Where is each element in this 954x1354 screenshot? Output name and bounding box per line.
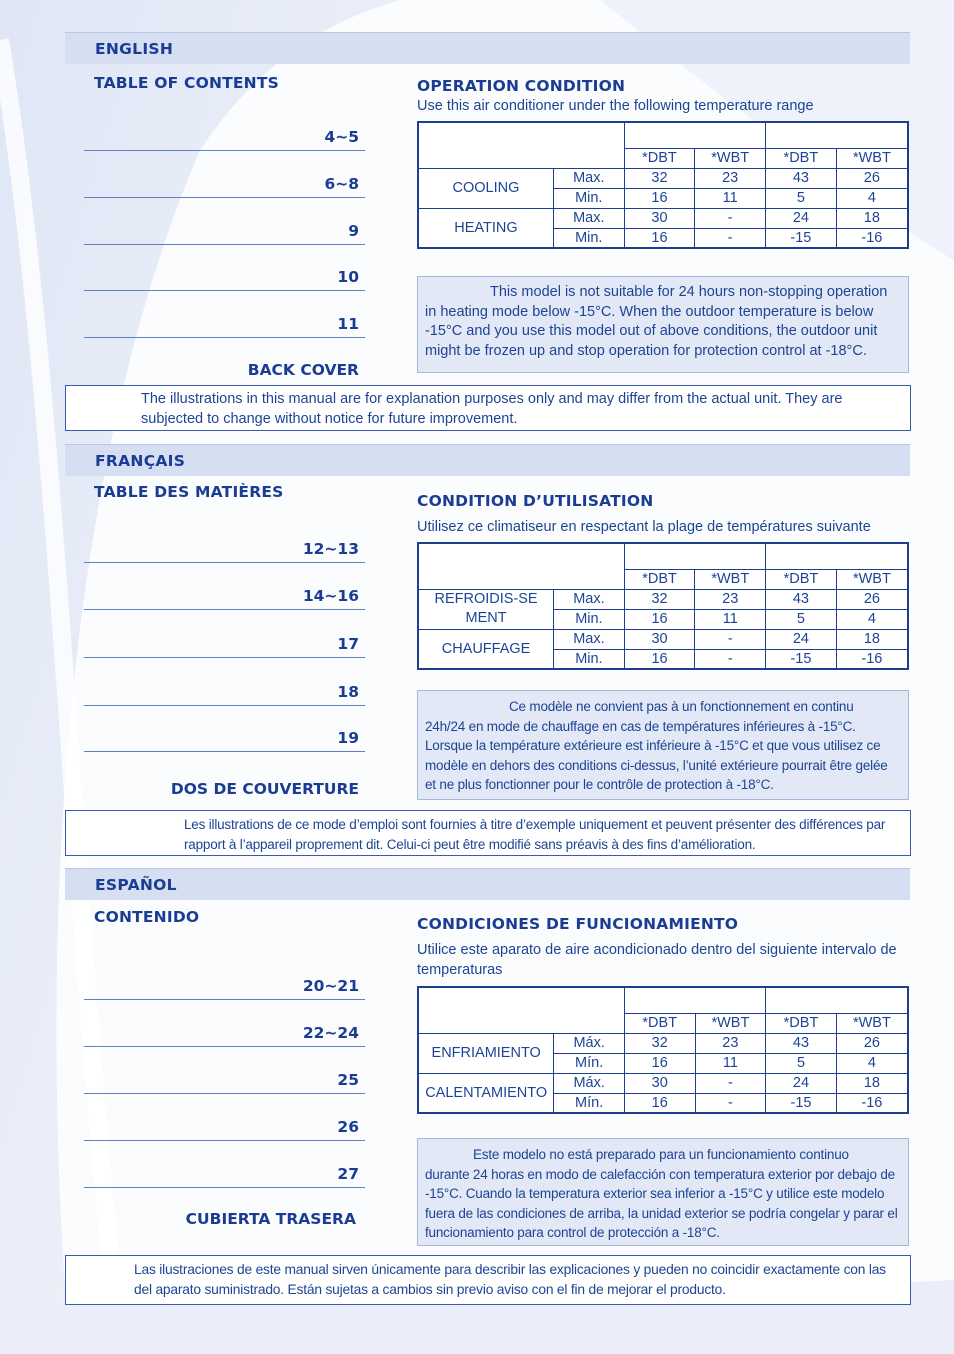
table-cell: 18 (836, 629, 908, 649)
toc-entry[interactable]: 22~24 (84, 1023, 365, 1047)
illustration-note (65, 385, 911, 431)
table-cell: 30 (624, 1073, 695, 1093)
note-first-line: Ce modèle ne convient pas à un fonctionnement en continu (509, 699, 854, 714)
toc-back-cover[interactable]: DOS DE COUVERTURE (170, 780, 359, 798)
table-cell: 32 (624, 589, 695, 609)
table-cell: -16 (836, 228, 908, 248)
table-cell: -16 (836, 649, 908, 669)
illustration-note-text: Las ilustraciones de este manual sirven únicamente para describir las explicaciones y pueden no coincidir exactamente con las del aparato suministrado. Están sujetas a cambios sin previo aviso con el fin de mejorar el producto. (134, 1262, 886, 1297)
language-header (65, 868, 910, 900)
mode-label: HEATING (418, 208, 553, 248)
caution-note (417, 690, 909, 800)
table-cell: 4 (836, 188, 908, 208)
toc-entry[interactable]: 20~21 (84, 976, 365, 1000)
table-cell: 26 (836, 1033, 908, 1053)
temperature-table (417, 986, 909, 1114)
toc-title: CONTENIDO (94, 908, 200, 926)
col-header: *WBT (836, 1013, 908, 1033)
note-first-line: Este modelo no está preparado para un funcionamiento continuo (473, 1147, 849, 1162)
row-label: Min. (554, 609, 625, 629)
row-label: Máx. (554, 1033, 625, 1053)
table-cell: 11 (695, 1053, 766, 1073)
condition-subtitle: Utilisez ce climatiseur en respectant la plage de températures suivante (417, 519, 871, 535)
table-cell: -15 (766, 228, 837, 248)
col-header: *DBT (624, 148, 695, 168)
table-cell: 32 (624, 1033, 695, 1053)
toc-back-cover[interactable]: CUBIERTA TRASERA (185, 1210, 356, 1228)
row-label: Max. (554, 589, 625, 609)
table-cell: - (695, 629, 766, 649)
mode-label: CALENTAMIENTO (418, 1073, 554, 1113)
table-cell: 16 (624, 1093, 695, 1113)
table-cell: 4 (836, 609, 908, 629)
col-header: *WBT (836, 148, 908, 168)
caution-note (417, 1138, 909, 1246)
condition-title: CONDICIONES DE FUNCIONAMIENTO (417, 915, 739, 933)
col-header: *WBT (695, 569, 766, 589)
toc-entry[interactable]: 6~8 (84, 174, 365, 198)
note-first-line: This model is not suitable for 24 hours non-stopping operation (490, 284, 888, 300)
row-label: Min. (554, 649, 625, 669)
row-label: Mín. (554, 1093, 625, 1113)
table-cell: - (695, 649, 766, 669)
toc-title: TABLE OF CONTENTS (94, 74, 279, 92)
condition-subtitle: Use this air conditioner under the following temperature range (417, 98, 814, 114)
table-cell: -15 (766, 1093, 837, 1113)
toc-entry[interactable]: 11 (84, 314, 365, 338)
temperature-table (417, 542, 909, 670)
table-cell: 30 (624, 629, 695, 649)
col-header: *DBT (766, 1013, 837, 1033)
table-cell: 23 (695, 168, 766, 188)
toc-entry[interactable]: 9 (84, 221, 365, 245)
table-cell: 43 (766, 1033, 837, 1053)
table-cell: 26 (836, 589, 908, 609)
mode-label: ENFRIAMIENTO (418, 1033, 554, 1073)
table-cell: - (695, 228, 766, 248)
table-cell: 23 (695, 589, 766, 609)
col-header: *WBT (695, 1013, 766, 1033)
toc-entry[interactable]: 12~13 (84, 539, 365, 563)
table-cell: 43 (766, 589, 837, 609)
table-cell: 16 (624, 1053, 695, 1073)
table-cell: 4 (836, 1053, 908, 1073)
table-cell: 11 (695, 609, 766, 629)
row-label: Min. (553, 228, 624, 248)
table-cell: 24 (766, 629, 837, 649)
row-label: Max. (553, 168, 624, 188)
table-cell: -15 (766, 649, 837, 669)
table-cell: 18 (836, 1073, 908, 1093)
condition-title: OPERATION CONDITION (417, 77, 626, 95)
table-cell: 23 (695, 1033, 766, 1053)
table-cell: 16 (624, 609, 695, 629)
note-body: in heating mode below -15°C. When the outdoor temperature is below -15°C and you use this model out of above conditions, the outdoor unit might be frozen up and stop operation for protection control at -18°C. (425, 303, 878, 359)
table-cell: - (695, 1073, 766, 1093)
toc-title: TABLE DES MATIÈRES (94, 483, 284, 501)
table-cell: - (695, 1093, 766, 1113)
illustration-note-text: Les illustrations de ce mode d’emploi sont fournies à titre d’exemple uniquement et peuvent présenter des différences par rapport à l’appareil proprement dit. Celui-ci peut être modifié sans préavis à des fins d’amélioration. (184, 817, 886, 852)
col-header: *DBT (624, 1013, 695, 1033)
illustration-note (65, 810, 911, 856)
col-header: *WBT (836, 569, 908, 589)
col-header: *DBT (766, 569, 837, 589)
table-cell: 16 (624, 188, 695, 208)
toc-entry[interactable]: 14~16 (84, 586, 365, 610)
table-cell: 24 (766, 208, 837, 228)
table-cell: 16 (624, 649, 695, 669)
language-title: FRANÇAIS (95, 452, 186, 470)
row-label: Máx. (554, 1073, 625, 1093)
table-cell: -16 (836, 1093, 908, 1113)
toc-entry[interactable]: 17 (84, 634, 365, 658)
table-cell: 18 (836, 208, 908, 228)
table-cell: 5 (766, 188, 837, 208)
row-label: Max. (553, 208, 624, 228)
language-title: ENGLISH (95, 40, 174, 58)
language-header (65, 444, 910, 476)
table-cell: 43 (766, 168, 837, 188)
table-cell: 11 (695, 188, 766, 208)
illustration-note (65, 1255, 911, 1305)
toc-back-cover[interactable]: BACK COVER (247, 361, 359, 379)
row-label: Max. (554, 629, 625, 649)
row-label: Min. (553, 188, 624, 208)
toc-entry[interactable]: 27 (84, 1164, 365, 1188)
table-cell: - (695, 208, 766, 228)
language-header (65, 32, 910, 64)
table-cell: 30 (624, 208, 695, 228)
note-body: 24h/24 en mode de chauffage en cas de températures inférieures à -15°C. Lorsque la température extérieure est inférieure à -15°C et que vous utilisez ce modèle en dehors des conditions ci-dessus, l’unité extérieure pourrait être gelée et ne plus fonctionner pour le contrôle de protection à -18°C. (425, 718, 888, 792)
table-cell: 5 (766, 1053, 837, 1073)
toc-entry[interactable]: 18 (84, 682, 365, 706)
table-cell: 24 (766, 1073, 837, 1093)
toc-entry[interactable]: 25 (84, 1070, 365, 1094)
toc-entry[interactable]: 4~5 (84, 127, 365, 151)
condition-subtitle: Utilice este aparato de aire acondicionado dentro del siguiente intervalo de temperaturas (417, 942, 897, 978)
mode-label: CHAUFFAGE (418, 629, 554, 669)
note-body: durante 24 horas en modo de calefacción con temperatura exterior por debajo de -15°C. Cuando la temperatura exterior sea inferior a -15°C y utilice este modelo fuera de las condiciones de arriba, la unidad exterior se podría congelar y parar el funcionamiento para control de protección a -18°C. (425, 1166, 898, 1240)
toc-entry[interactable]: 26 (84, 1117, 365, 1141)
condition-title: CONDITION D’UTILISATION (417, 492, 654, 510)
col-header: *DBT (766, 148, 837, 168)
caution-note (417, 276, 909, 373)
col-header: *WBT (695, 148, 766, 168)
table-cell: 16 (624, 228, 695, 248)
table-cell: 5 (766, 609, 837, 629)
table-cell: 26 (836, 168, 908, 188)
temperature-table (417, 121, 909, 249)
mode-label: REFROIDIS-SEMENT (418, 589, 554, 629)
table-cell: 32 (624, 168, 695, 188)
toc-entry[interactable]: 10 (84, 267, 365, 291)
col-header: *DBT (624, 569, 695, 589)
illustration-note-text: The illustrations in this manual are for explanation purposes only and may differ from the actual unit. They are subjected to change without notice for future improvement. (141, 391, 843, 427)
toc-entry[interactable]: 19 (84, 728, 365, 752)
mode-label: COOLING (418, 168, 553, 208)
row-label: Mín. (554, 1053, 625, 1073)
language-title: ESPAÑOL (95, 876, 177, 894)
